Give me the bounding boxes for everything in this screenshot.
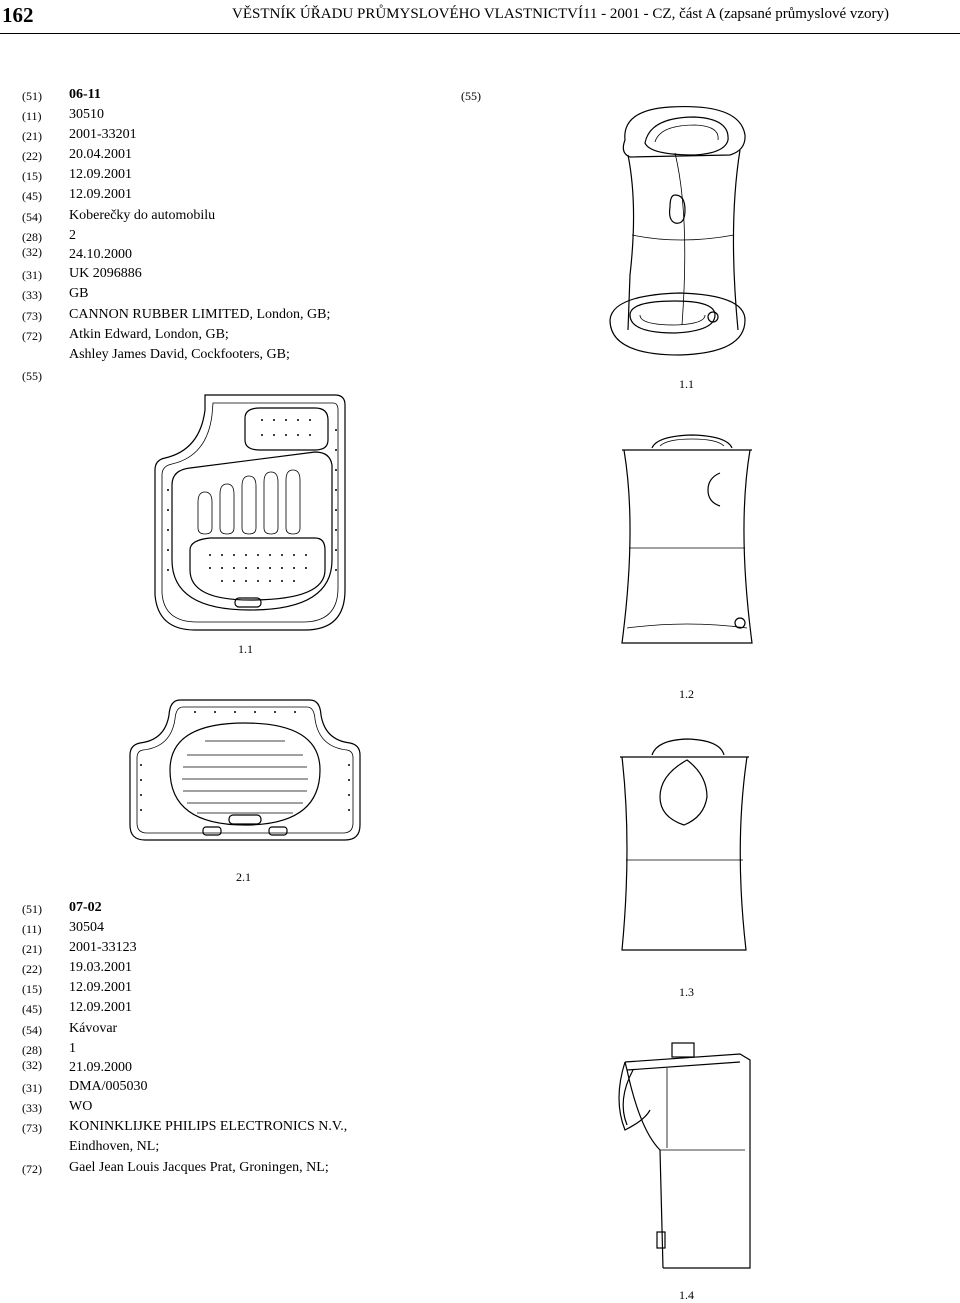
header-divider: [0, 33, 960, 34]
figure-caption-1-1: 1.1: [238, 642, 253, 656]
record1-value-72: Atkin Edward, London, GB;: [69, 327, 229, 342]
record1-code-33: (33): [22, 288, 42, 302]
record1-value-33: GB: [69, 286, 89, 301]
record1-value-73: CANNON RUBBER LIMITED, London, GB;: [69, 307, 331, 322]
record2-value-11: 30504: [69, 920, 104, 935]
record1-code-32: (32): [22, 245, 42, 259]
record2-value-15: 12.09.2001: [69, 980, 132, 995]
figure-caption-coffee-1-3: 1.3: [679, 985, 694, 999]
figure-caption-2-1: 2.1: [236, 870, 251, 884]
figure-caption-coffee-1-4: 1.4: [679, 1288, 694, 1302]
record1-code-15: (15): [22, 169, 42, 183]
record2-code-22: (22): [22, 962, 42, 976]
figure-caption-coffee-1-2: 1.2: [679, 687, 694, 701]
record1-code-28: (28): [22, 230, 42, 244]
record2-value-73-cont: Eindhoven, NL;: [69, 1139, 160, 1154]
record2-value-72: Gael Jean Louis Jacques Prat, Groningen, NL;: [69, 1160, 329, 1175]
record1-value-31: UK 2096886: [69, 266, 142, 281]
record2-code-51: (51): [22, 902, 42, 916]
coffee-maker-side-drawing: [612, 735, 757, 955]
record2-value-28: 1: [69, 1041, 76, 1056]
record1-code-11: (11): [22, 109, 42, 123]
record2-code-21: (21): [22, 942, 42, 956]
record1-value-21: 2001-33201: [69, 127, 137, 142]
record2-value-21: 2001-33123: [69, 940, 137, 955]
record2-value-54: Kávovar: [69, 1021, 118, 1036]
coffee-maker-profile-drawing: [605, 1040, 755, 1275]
record2-value-22: 19.03.2001: [69, 960, 132, 975]
record1-code-73: (73): [22, 309, 42, 323]
record1-code-72: (72): [22, 329, 42, 343]
coffee-maker-front-drawing: [612, 428, 762, 653]
figure-caption-coffee-1-1: 1.1: [679, 377, 694, 391]
record1-code-21: (21): [22, 129, 42, 143]
record2-code-15: (15): [22, 982, 42, 996]
record2-code-54: (54): [22, 1023, 42, 1037]
record2-code-45: (45): [22, 1002, 42, 1016]
car-mat-rear-drawing: [125, 695, 365, 845]
record2-code-55: (55): [461, 89, 481, 103]
coffee-maker-perspective-drawing: [600, 95, 760, 360]
record2-value-51: 07-02: [69, 900, 102, 915]
record1-code-55: (55): [22, 369, 42, 383]
record1-code-54: (54): [22, 210, 42, 224]
record2-code-28: (28): [22, 1043, 42, 1057]
record1-value-51: 06-11: [69, 87, 101, 102]
record2-code-72: (72): [22, 1162, 42, 1176]
record1-code-22: (22): [22, 149, 42, 163]
record2-value-33: WO: [69, 1099, 93, 1114]
record1-value-54: Koberečky do automobilu: [69, 208, 216, 223]
record1-value-45: 12.09.2001: [69, 187, 132, 202]
record1-value-72-cont: Ashley James David, Cockfooters, GB;: [69, 347, 290, 362]
record2-value-32: 21.09.2000: [69, 1060, 132, 1075]
record2-value-45: 12.09.2001: [69, 1000, 132, 1015]
record1-code-51: (51): [22, 89, 42, 103]
record2-code-33: (33): [22, 1101, 42, 1115]
record1-code-45: (45): [22, 189, 42, 203]
record2-code-31: (31): [22, 1081, 42, 1095]
record2-code-11: (11): [22, 922, 42, 936]
record1-value-22: 20.04.2001: [69, 147, 132, 162]
record2-code-32: (32): [22, 1058, 42, 1072]
record1-value-11: 30510: [69, 107, 104, 122]
record1-code-31: (31): [22, 268, 42, 282]
record1-value-32: 24.10.2000: [69, 247, 132, 262]
record1-value-28: 2: [69, 228, 76, 243]
record2-value-31: DMA/005030: [69, 1079, 148, 1094]
record2-value-73: KONINKLIJKE PHILIPS ELECTRONICS N.V.,: [69, 1119, 348, 1134]
record2-code-73: (73): [22, 1121, 42, 1135]
page-header-title: VĚSTNÍK ÚŘADU PRŮMYSLOVÉHO VLASTNICTVÍ11 - 2001 - CZ, část A (zapsané průmyslové vzory): [232, 6, 890, 22]
record1-value-15: 12.09.2001: [69, 167, 132, 182]
car-mat-front-drawing: [150, 390, 350, 640]
page-number: 162: [2, 3, 34, 27]
